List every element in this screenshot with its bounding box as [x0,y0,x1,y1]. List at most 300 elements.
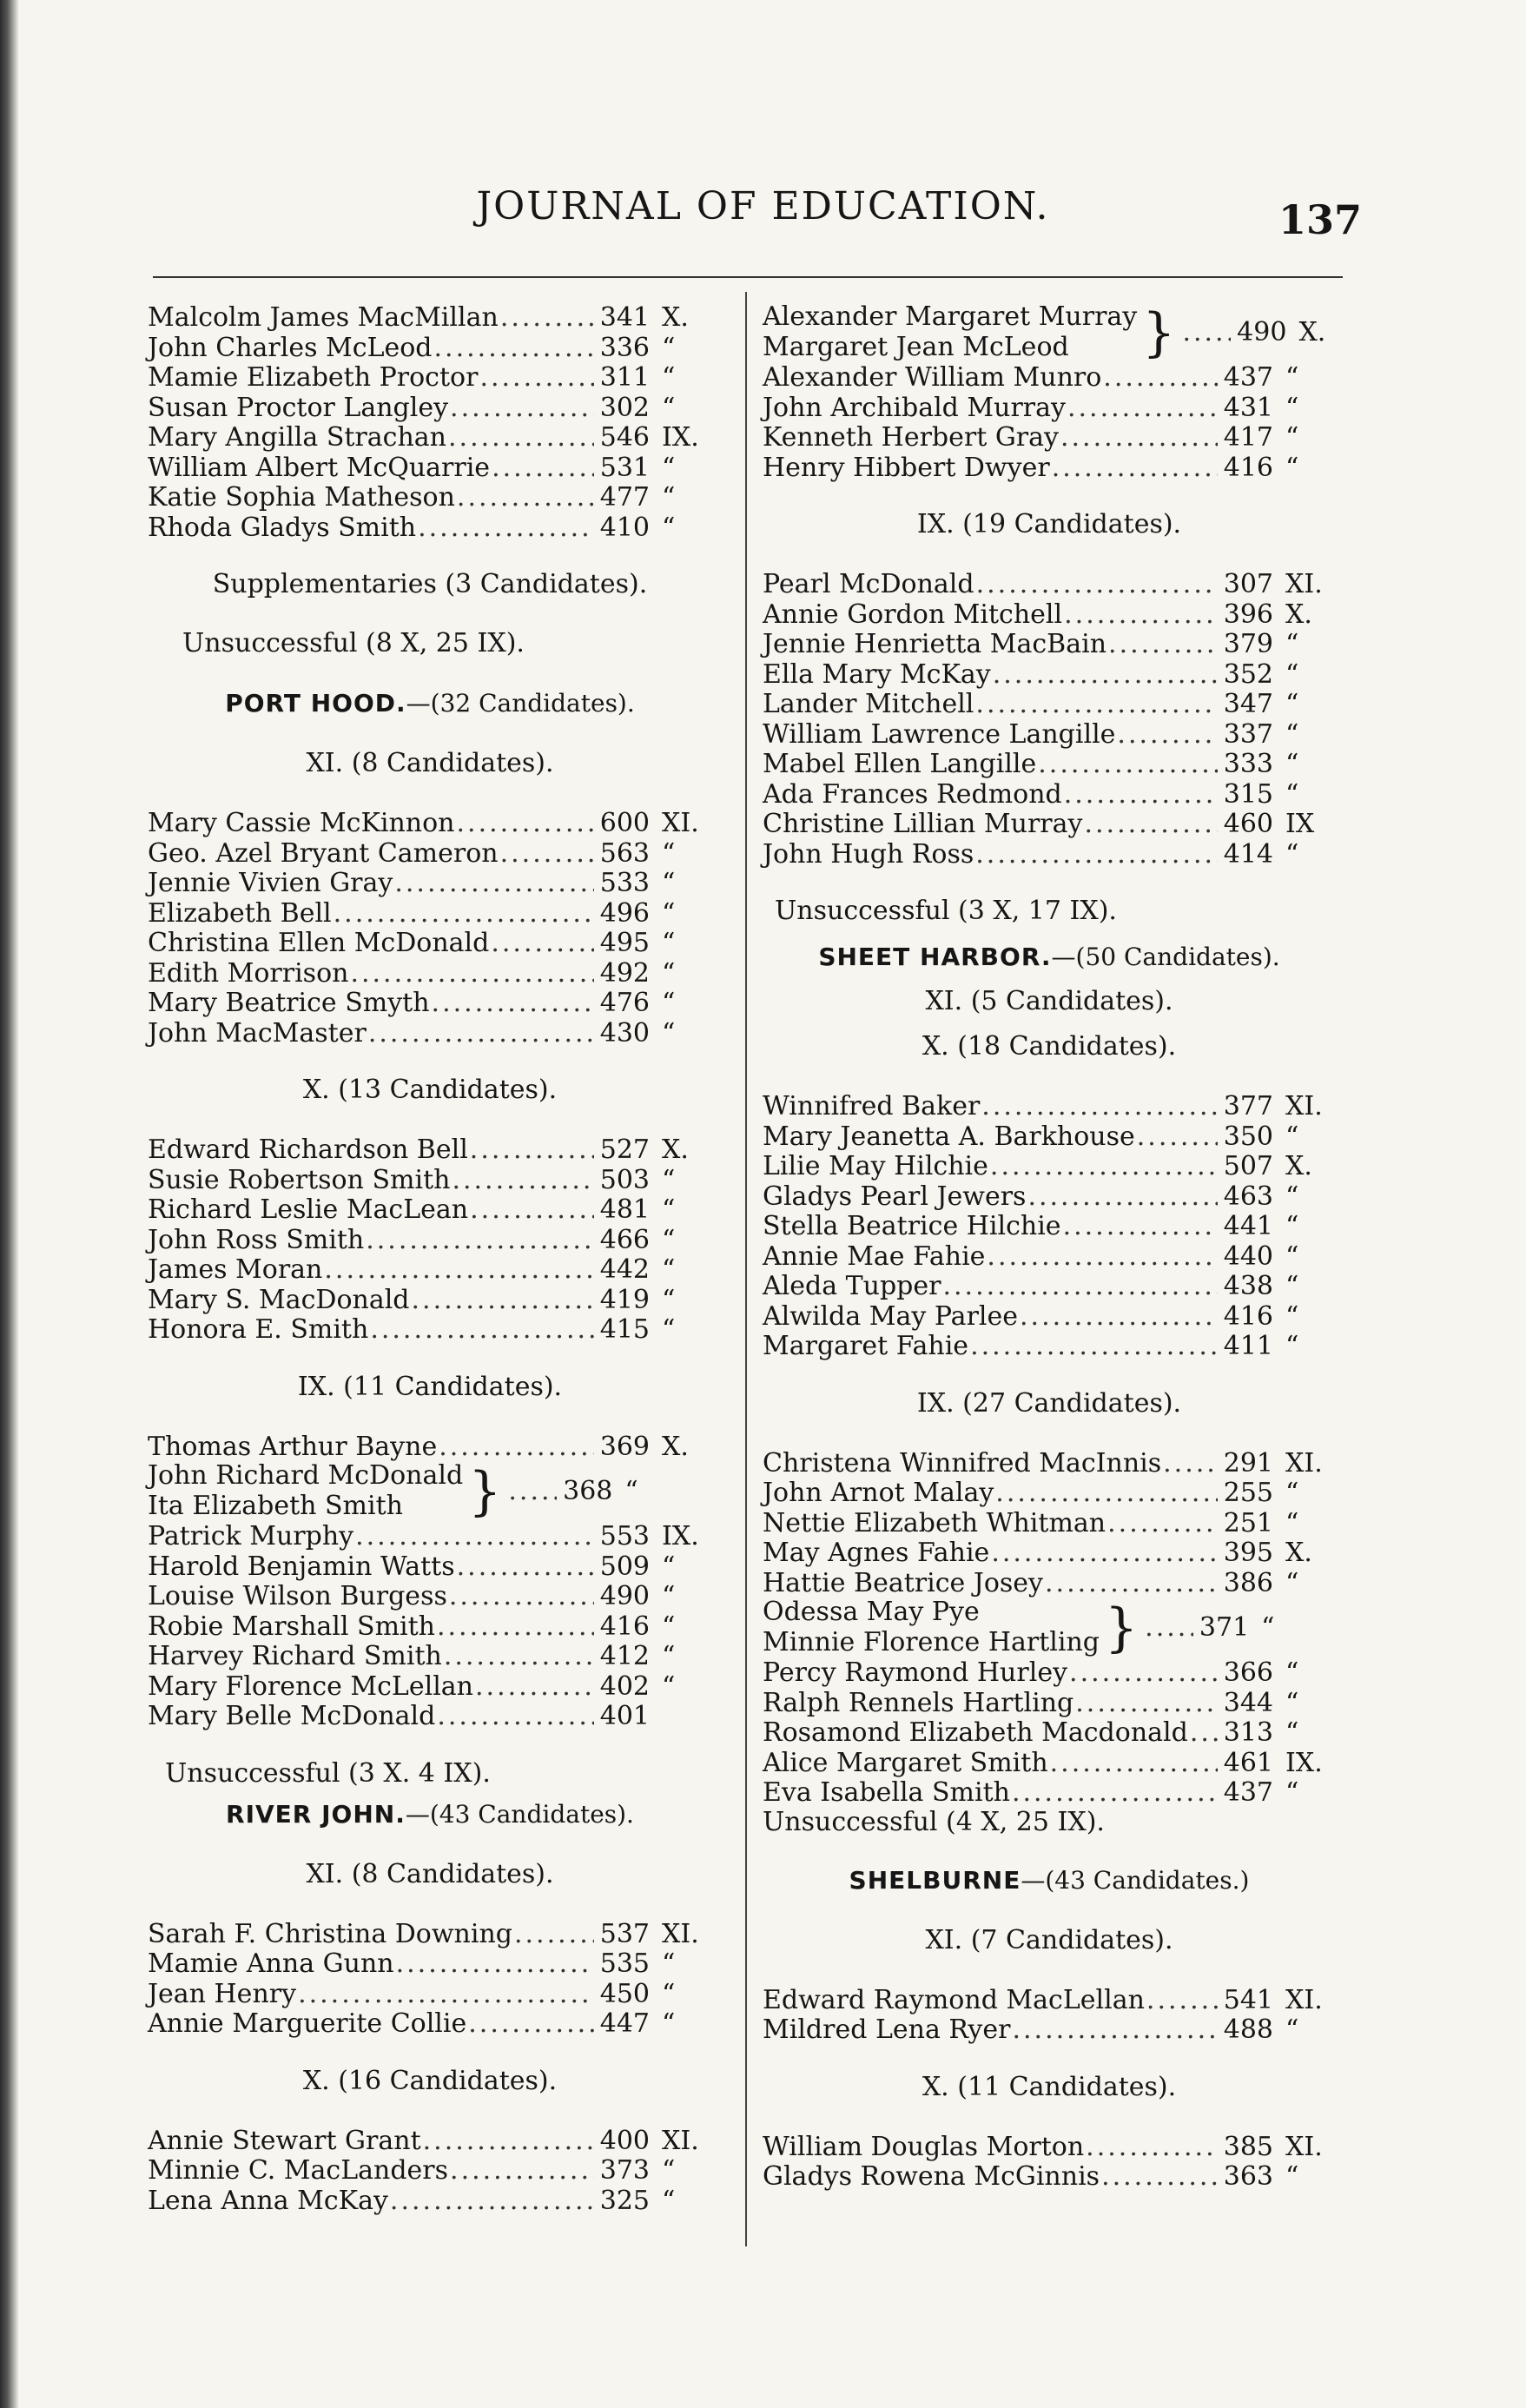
leader-dots [470,1194,594,1225]
leader-dots [1052,453,1218,483]
leader-dots [970,1331,1218,1361]
leader-dots [1045,1568,1218,1598]
supplementaries-note: Supplementaries (3 Candidates). [212,569,648,599]
book-spine-shadow [0,0,19,2408]
tied-names [763,302,1137,362]
score: 333 [1223,749,1273,779]
grade: “ [662,1581,676,1611]
result-row [763,1151,1336,1181]
leader-dots [390,2186,594,2216]
leader-dots [1190,1717,1218,1748]
result-row [763,1478,1336,1508]
score: 411 [1223,1331,1273,1361]
score: 386 [1223,1567,1273,1598]
leader-dots [1064,599,1218,630]
leader-dots [1012,2014,1218,2045]
grade: XI. [1285,1091,1323,1121]
leader-dots [450,393,594,423]
candidate-name: Annie Stewart Grant [148,2125,421,2156]
candidate-name: Susan Proctor Langley [148,392,449,423]
grade: “ [624,1476,638,1506]
grade: X. [662,1135,689,1165]
result-row [763,689,1336,719]
result-row [148,453,712,483]
grade: “ [662,1164,676,1195]
leader-dots [1101,2161,1218,2192]
score: 366 [1223,1657,1273,1688]
candidate-name: Mary Cassie McKinnon [148,808,455,838]
result-row [148,1521,712,1551]
result-row [148,1948,712,1979]
grade: “ [1285,1181,1299,1212]
grade: “ [662,957,676,989]
result-row [148,1979,712,2009]
result-row [148,393,712,423]
candidate-name: Harvey Richard Smith [148,1641,442,1671]
grade: “ [662,332,676,363]
candidate-name: Winnifred Baker [763,1091,981,1121]
candidate-name: Alexander Margaret Murray [763,301,1138,332]
grade: “ [1285,1331,1299,1361]
score: 503 [599,1164,650,1195]
grade: “ [1285,629,1299,659]
score: 325 [599,2185,650,2216]
score: 416 [599,1611,650,1642]
grade: “ [1285,452,1299,483]
leader-dots [448,422,594,453]
candidate-count: —(43 Candidates). [405,1799,634,1829]
score: 553 [599,1521,650,1551]
score: 466 [599,1224,650,1255]
result-row [763,1538,1336,1568]
grade: “ [662,452,676,483]
candidate-name: William Albert McQuarrie [148,452,491,483]
leader-dots [1069,1657,1218,1688]
grade-heading: XI. (8 Candidates). [306,1858,554,1889]
tied-result-group [148,1461,712,1521]
result-row [763,1241,1336,1272]
leader-dots [1060,422,1218,453]
score: 379 [1223,629,1273,659]
result-row [763,629,1336,659]
candidate-name: Thomas Arthur Bayne [148,1431,438,1462]
grade: “ [662,1194,676,1225]
score: 414 [1223,838,1273,870]
result-row [148,868,712,898]
grade: X. [662,1431,689,1462]
leader-dots [457,808,595,838]
candidate-name: Susie Robertson Smith [148,1164,451,1195]
score: 416 [1223,452,1273,483]
score: 412 [599,1641,650,1671]
candidate-name: Stella Beatrice Hilchie [763,1211,1061,1241]
result-row [148,1641,712,1671]
score: 492 [599,957,650,989]
result-row [148,1671,712,1702]
result-row [763,1777,1336,1808]
leader-dots [1063,1211,1218,1241]
score: 255 [1223,1478,1273,1508]
result-row [148,1225,712,1255]
results-list [148,2126,712,2216]
grade-heading: IX. (27 Candidates). [916,1387,1182,1419]
score: 385 [1223,2131,1273,2162]
school-name: SHEET HARBOR. [818,943,1052,971]
score: 402 [599,1670,650,1702]
results-list [763,1091,1336,1361]
result-row [763,779,1336,810]
grade: “ [1285,2014,1299,2045]
result-row [148,362,712,393]
grade: “ [662,1551,676,1582]
candidate-name: Margaret Jean McLeod [763,331,1069,362]
score: 307 [1223,569,1273,599]
candidate-name: Minnie C. MacLanders [148,2155,449,2186]
unsuccessful-note: Unsuccessful (4 X, 25 IX). [763,1806,1105,1837]
leader-dots [1108,629,1218,659]
leader-dots [1067,393,1218,423]
candidate-name: William Lawrence Langille [763,718,1116,750]
leader-dots [450,2155,594,2186]
tied-result-group [763,302,1336,362]
grade: IX [1285,809,1315,839]
score: 531 [599,452,650,483]
leader-dots [457,1551,594,1582]
unsuccessful-note: Unsuccessful (3 X, 17 IX). [775,896,1117,926]
grade: “ [1285,1777,1299,1808]
result-row [148,1551,712,1582]
score: 315 [1223,778,1273,810]
grade: “ [1285,2161,1299,2192]
grade-heading: XI. (7 Candidates). [925,1924,1173,1955]
score: 371 [1199,1612,1250,1643]
candidate-name: Jennie Henrietta MacBain [763,629,1107,659]
page-number: 137 [1278,196,1363,243]
grade: “ [662,1017,676,1049]
leader-dots [437,1701,594,1731]
grade: “ [1285,1567,1299,1598]
candidate-name: Alice Margaret Smith [763,1747,1048,1778]
score: 437 [1223,1777,1273,1808]
score: 415 [599,1314,650,1345]
leader-dots [514,1919,594,1949]
score: 363 [1223,2161,1273,2192]
candidate-name: Edward Richardson Bell [148,1135,468,1165]
brace-icon: } [468,1460,502,1522]
leader-dots [987,1241,1218,1272]
score: 302 [599,392,650,423]
result-row [148,513,712,543]
score: 369 [599,1431,650,1462]
candidate-name: Louise Wilson Burgess [148,1581,447,1611]
grade: “ [1285,1478,1299,1508]
score: 461 [1223,1747,1273,1778]
grade: “ [1285,1657,1299,1688]
grade: X. [662,302,689,333]
result-row [148,1285,712,1315]
leader-dots [1012,1777,1218,1808]
leader-dots [942,1271,1218,1301]
candidate-name: Annie Gordon Mitchell [763,599,1063,630]
score: 527 [599,1135,650,1165]
result-row [763,362,1336,393]
grade-heading: XI. (5 Candidates). [925,986,1173,1016]
leader-dots [993,659,1218,690]
result-row [763,1211,1336,1241]
grade: “ [662,1254,676,1285]
candidate-count: —(43 Candidates.) [1021,1865,1250,1895]
leader-dots [1075,1688,1218,1718]
score: 460 [1223,809,1273,839]
leader-dots [1086,2132,1218,2162]
grade-heading: IX. (11 Candidates). [297,1371,563,1402]
leader-dots [475,1671,594,1702]
candidate-name: Christine Lillian Murray [763,809,1083,839]
grade: XI. [662,2125,699,2156]
score: 337 [1223,718,1273,750]
candidate-name: John Arnot Malay [763,1478,994,1508]
score: 450 [599,1978,650,2009]
result-row [763,569,1336,599]
grade: “ [1285,422,1299,453]
candidate-name: Mary Belle McDonald [148,1701,436,1731]
results-list [763,1448,1336,1598]
school-name: PORT HOOD. [225,689,406,718]
score: 490 [1237,317,1287,347]
score: 419 [599,1284,650,1315]
candidate-name: William Douglas Morton [763,2131,1085,2162]
grade: “ [1285,1300,1299,1332]
score: 416 [1223,1300,1273,1332]
candidate-name: Christina Ellen McDonald [148,928,490,958]
candidate-name: John MacMaster [148,1017,367,1049]
result-row [763,749,1336,779]
grade: “ [662,2155,676,2186]
tied-names [763,1598,1100,1657]
grade: XI. [1285,569,1323,599]
score: 417 [1223,422,1273,453]
grade: “ [1285,1271,1299,1301]
grade: “ [662,2008,676,2039]
result-row [763,1717,1336,1748]
leader-dots [396,1948,594,1979]
leader-dots [1137,1121,1218,1152]
leader-dots [1103,362,1218,393]
unsuccessful-note: Unsuccessful (8 X, 25 IX). [182,628,525,658]
score: 477 [599,482,650,513]
leader-dots [355,1521,594,1551]
score: 431 [1223,392,1273,423]
unsuccessful-note: Unsuccessful (3 X. 4 IX). [165,1757,491,1789]
grade: “ [1285,838,1299,870]
score: 313 [1223,1717,1273,1748]
grade: “ [662,988,676,1018]
results-list [148,1521,712,1731]
grade: “ [1285,1717,1299,1748]
grade: “ [1285,1240,1299,1272]
leader-dots [444,1641,594,1671]
result-row [763,1271,1336,1301]
candidate-name: John Archibald Murray [763,392,1066,423]
grade: “ [1285,718,1299,750]
results-list [763,2132,1336,2192]
score: 438 [1223,1271,1273,1301]
candidate-name: Mary Jeanetta A. Barkhouse [763,1121,1135,1152]
grade: IX. [1285,1747,1323,1778]
grade: “ [662,897,676,929]
leader-dots [976,569,1218,599]
grade: “ [1285,392,1299,423]
candidate-name: Rosamond Elizabeth Macdonald [763,1717,1188,1748]
result-row [763,1121,1336,1152]
brace-icon: } [1104,1597,1139,1658]
score: 430 [599,1017,650,1049]
candidate-name: Ita Elizabeth Smith [148,1490,403,1521]
leader-dots [432,988,594,1018]
score: 352 [1223,658,1273,690]
school-heading [148,688,712,719]
result-row [148,302,712,333]
right-column [763,302,1336,2192]
brace-icon: } [1142,301,1176,363]
result-row [763,1181,1336,1212]
candidate-name: Mary Angilla Strachan [148,422,446,453]
result-row [148,1165,712,1195]
result-row [763,2014,1336,2045]
leader-dots [350,958,594,989]
result-row [763,1748,1336,1778]
leader-dots [479,362,594,393]
score: 396 [1223,599,1273,630]
school-heading [148,1799,712,1830]
grade: “ [662,868,676,898]
score: 373 [599,2155,650,2186]
results-list [763,393,1336,483]
leader-dots [975,689,1218,719]
result-row [148,2155,712,2186]
candidate-name: Robie Marshall Smith [148,1611,435,1642]
leader-dots [991,1538,1218,1568]
result-row [148,1254,712,1285]
candidate-name: Annie Mae Fahie [763,1240,986,1272]
candidate-name: Percy Raymond Hurley [763,1657,1068,1688]
leader-dots [423,2126,594,2156]
grade: “ [1285,778,1299,810]
result-row [763,1688,1336,1718]
leader-dots [1064,779,1218,810]
score: 341 [599,302,650,333]
grade: “ [662,837,676,869]
score: 395 [1223,1538,1273,1568]
school-name: SHELBURNE [849,1865,1021,1895]
grade: XI. [1285,1984,1323,2015]
grade: “ [662,1948,676,1979]
candidate-name: Kenneth Herbert Gray [763,422,1059,453]
grade: “ [662,1284,676,1315]
candidate-name: Lilie May Hilchie [763,1151,988,1181]
grade: “ [1285,749,1299,779]
result-row [148,2186,712,2216]
score: 251 [1223,1507,1273,1538]
candidate-name: Edith Morrison [148,957,349,989]
leader-dots [394,868,594,898]
candidate-name: Aleda Tupper [763,1271,941,1301]
result-row [763,1091,1336,1121]
score: 447 [599,2008,650,2039]
leader-dots [1084,809,1218,839]
results-list [763,1985,1336,2045]
leader-dots [412,1285,594,1315]
candidate-name: Alwilda May Parlee [763,1300,1019,1332]
school-heading [763,942,1336,973]
grade: “ [1285,658,1299,690]
grade: “ [662,1224,676,1255]
results-list [763,569,1336,869]
leader-dots [975,839,1218,870]
candidate-name: Hattie Beatrice Josey [763,1567,1043,1598]
grade: “ [662,362,676,393]
score: 488 [1223,2014,1273,2045]
result-row [148,1611,712,1642]
grade: X. [1285,599,1312,630]
score: 311 [599,362,650,393]
candidate-name: Mary Beatrice Smyth [148,988,430,1018]
leader-dots [990,1151,1218,1181]
leader-dots [439,1432,594,1462]
candidate-name: Odessa May Pye [763,1597,980,1627]
candidate-name: Elizabeth Bell [148,897,332,929]
candidate-name: Annie Marguerite Collie [148,2008,467,2039]
leader-dots [491,928,594,958]
score: 600 [599,808,650,838]
score: 476 [599,988,650,1018]
candidate-name: Rhoda Gladys Smith [148,512,417,543]
candidate-name: Jennie Vivien Gray [148,868,393,898]
grade: “ [1261,1612,1275,1643]
result-row [148,2008,712,2039]
grade: “ [1285,1507,1299,1538]
candidate-name: Richard Leslie MacLean [148,1194,469,1225]
grade: X. [1298,317,1326,347]
result-row [763,2132,1336,2162]
grade: “ [662,1314,676,1345]
leader-dots [452,1165,594,1195]
candidate-name: Malcolm James MacMillan [148,302,499,333]
result-row [148,422,712,453]
leader-dots [324,1254,594,1285]
leader-dots [370,1314,594,1345]
result-row [763,809,1336,839]
candidate-name: Sarah F. Christina Downing [148,1918,512,1949]
score: 441 [1223,1211,1273,1241]
leader-dots [995,1478,1218,1508]
candidate-name: Mamie Anna Gunn [148,1948,394,1979]
score: 535 [599,1948,650,1979]
score: 495 [599,928,650,958]
leader-dots [508,1476,557,1506]
result-row [763,1657,1336,1688]
result-row [148,1194,712,1225]
leader-dots [457,482,594,513]
result-row [763,1448,1336,1479]
result-row [148,988,712,1018]
result-row [763,393,1336,423]
score: 401 [599,1701,650,1731]
results-list [148,1135,712,1345]
result-row [763,719,1336,750]
score: 507 [1223,1151,1273,1181]
candidate-name: Minnie Florence Hartling [763,1626,1100,1657]
